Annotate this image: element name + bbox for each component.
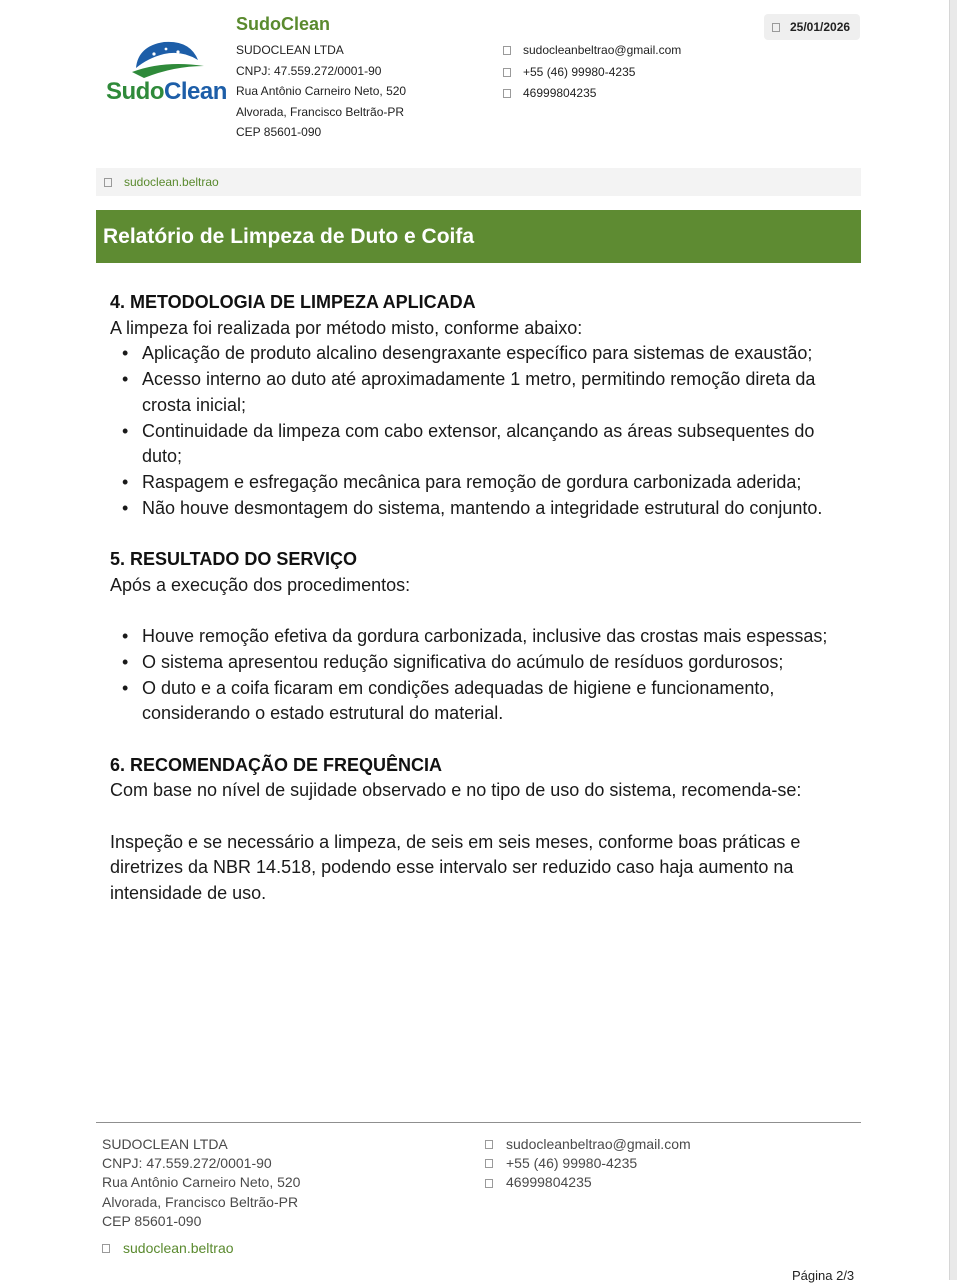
- social-bar[interactable]: [96, 168, 861, 196]
- email-icon: [503, 46, 511, 55]
- spacer: [110, 598, 850, 624]
- contact-email[interactable]: [503, 40, 681, 62]
- footer-contact-email[interactable]: [485, 1135, 691, 1154]
- footer-whatsapp-text: 46999804235: [506, 1174, 592, 1191]
- list-item: • Acesso interno ao duto até aproximadamente 1 metro, permitindo remoção direta da crosta inicial;: [110, 367, 850, 418]
- contact-phone[interactable]: [503, 62, 681, 84]
- list-item: • Raspagem e esfregação mecânica para remoção de gordura carbonizada aderida;: [110, 470, 850, 496]
- section-frequency: [110, 753, 850, 907]
- contact-whatsapp-text: 46999804235: [523, 86, 597, 100]
- report-date: 25/01/2026: [790, 20, 851, 34]
- list-item: • Houve remoção efetiva da gordura carbonizada, inclusive das crostas mais espessas;: [110, 624, 850, 650]
- calendar-icon: [772, 23, 780, 32]
- phone-icon: [485, 1159, 493, 1168]
- section-intro: Com base no nível de sujidade observado e no tipo de uso do sistema, recomenda-se:: [110, 780, 802, 801]
- company-name: SUDOCLEAN LTDA: [236, 43, 344, 57]
- footer-phone-text: +55 (46) 99980-4235: [506, 1155, 638, 1172]
- footer-social[interactable]: [102, 1240, 234, 1256]
- list-item: • Não houve desmontagem do sistema, mantendo a integridade estrutural do conjunto.: [110, 496, 850, 522]
- spacer: [110, 804, 850, 830]
- company-city: Alvorada, Francisco Beltrão-PR: [236, 104, 405, 119]
- contact-whatsapp[interactable]: [503, 83, 681, 105]
- email-icon: [485, 1140, 493, 1149]
- company-cep: CEP 85601-090: [236, 125, 322, 140]
- footer-contact-whatsapp[interactable]: [485, 1173, 691, 1192]
- section-intro: A limpeza foi realizada por método misto, conforme abaixo:: [110, 317, 583, 338]
- footer-company-cep: CEP 85601-090: [102, 1212, 202, 1229]
- footer-contact-info: [485, 1135, 691, 1193]
- social-handle: sudoclean.beltrao: [124, 175, 219, 189]
- contact-email-text: sudocleanbeltrao@gmail.com: [523, 43, 682, 57]
- company-logo: [104, 38, 226, 108]
- footer-company-info: [102, 1135, 300, 1231]
- whatsapp-icon: [485, 1179, 493, 1188]
- instagram-icon: [104, 178, 112, 187]
- section-result: [110, 547, 850, 727]
- phone-icon: [503, 68, 511, 77]
- brand-title: SudoClean: [236, 14, 331, 34]
- company-info: [236, 40, 406, 143]
- list-item: • Aplicação de produto alcalino desengraxante específico para sistemas de exaustão;: [110, 341, 850, 367]
- section-heading: 6. RECOMENDAÇÃO DE FREQUÊNCIA: [110, 754, 443, 775]
- section-heading: 4. METODOLOGIA DE LIMPEZA APLICADA: [110, 292, 476, 312]
- footer-contact-phone[interactable]: [485, 1154, 691, 1173]
- logo-emblem-icon: [104, 38, 226, 82]
- instagram-icon: [102, 1244, 110, 1253]
- section-heading: 5. RESULTADO DO SERVIÇO: [110, 549, 358, 570]
- report-content: [110, 290, 850, 933]
- contact-phone-text: +55 (46) 99980-4235: [523, 64, 636, 79]
- footer-company-cnpj: CNPJ: 47.559.272/0001-90: [102, 1155, 272, 1172]
- whatsapp-icon: [503, 89, 511, 98]
- list-item: • Continuidade da limpeza com cabo extensor, alcançando as áreas subsequentes do duto;: [110, 419, 850, 470]
- footer-divider: [96, 1122, 861, 1123]
- report-title: Relatório de Limpeza de Duto e Coifa: [96, 210, 861, 263]
- footer-email-text: sudocleanbeltrao@gmail.com: [506, 1136, 691, 1152]
- footer-company-name: SUDOCLEAN LTDA: [102, 1136, 228, 1152]
- footer-company-street: Rua Antônio Carneiro Neto, 520: [102, 1174, 301, 1191]
- section-methodology: [110, 290, 850, 521]
- footer-company-city: Alvorada, Francisco Beltrão-PR: [102, 1193, 299, 1210]
- page-header: [0, 0, 957, 160]
- logo-word-sudo: Sudo: [106, 78, 164, 105]
- methodology-list: [110, 341, 850, 521]
- logo-word-clean: Clean: [164, 78, 227, 105]
- section-body: Inspeção e se necessário a limpeza, de seis em seis meses, conforme boas práticas e diretrizes da NBR 14.518, podendo esse intervalo ser reduzido caso haja aumento na intensidade de uso.: [110, 831, 801, 904]
- company-street: Rua Antônio Carneiro Neto, 520: [236, 84, 407, 99]
- logo-wordmark: [106, 78, 227, 106]
- page-edge: [949, 0, 957, 1280]
- list-item: • O sistema apresentou redução significativa do acúmulo de resíduos gordurosos;: [110, 650, 850, 676]
- section-intro: Após a execução dos procedimentos:: [110, 574, 411, 595]
- date-badge: [764, 14, 860, 40]
- footer-social-handle: sudoclean.beltrao: [123, 1240, 234, 1256]
- list-item: • O duto e a coifa ficaram em condições adequadas de higiene e funcionamento, considerando o estado estrutural do material.: [110, 676, 850, 727]
- page-number: Página 2/3: [792, 1268, 855, 1283]
- contact-info: [503, 40, 681, 105]
- company-cnpj: CNPJ: 47.559.272/0001-90: [236, 63, 382, 78]
- result-list: [110, 624, 850, 727]
